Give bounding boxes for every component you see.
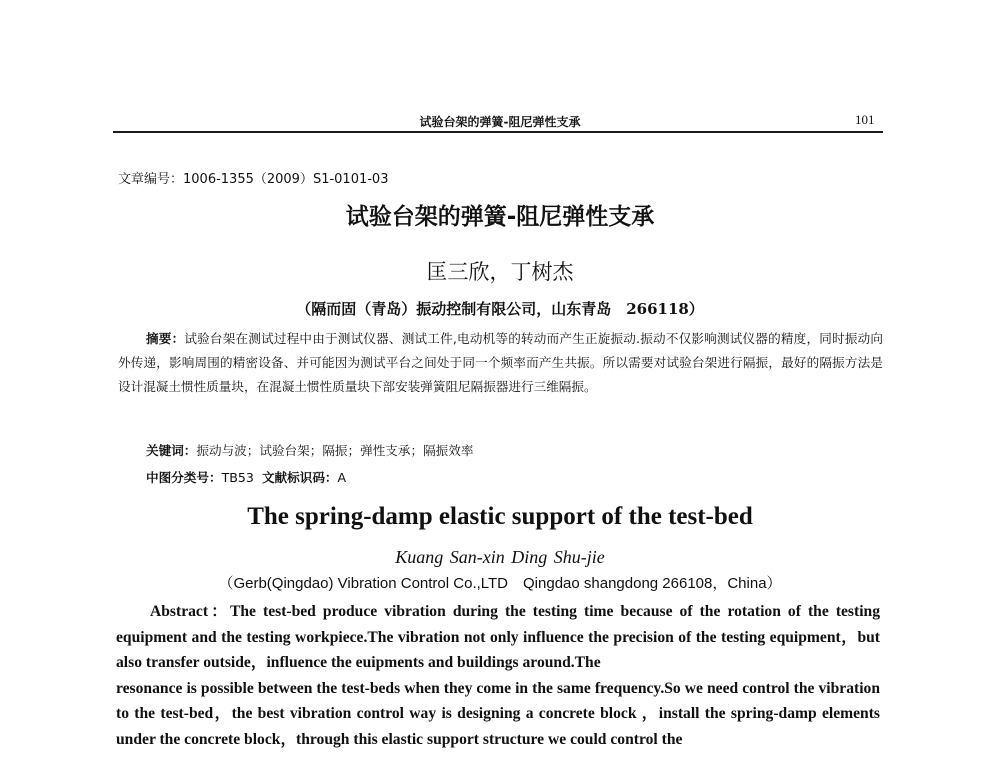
abstract-cn [118, 327, 883, 399]
title-cn: 试验台架的弹簧-阻尼弹性支承 [345, 204, 655, 230]
clc-value: TB53 [221, 470, 254, 485]
clc-label: 中图分类号： [146, 470, 222, 485]
abstract-en [116, 599, 880, 752]
affiliation-cn: （隔而固（青岛）振动控制有限公司，山东青岛 266118） [296, 300, 704, 318]
doc-code-value: A [337, 470, 347, 485]
running-header-title: 试验台架的弹簧-阻尼弹性支承 [419, 115, 581, 129]
abstract-cn-label: 摘要： [146, 331, 185, 346]
abstract-en-text-1: The test-bed produce vibration during the testing time because of the rotation of the testing equipment and the testing workpiece.The vibration not only influence the precision of the testing equipment，but also transfer outside，influence the euipments and buildings around.The [116, 603, 880, 671]
abstract-cn-text: 试验台架在测试过程中由于测试仪器、测试工件,电动机等的转动而产生正旋振动.振动不仅影响测试仪器的精度，同时振动向外传递，影响周围的精密设备、并可能因为测试平台之间处于同一个频率而产生共振。所以需要对试验台架进行隔振，最好的隔振方法是设计混凝土惯性质量块，在混凝土惯性质量块下部安装弹簧阻尼隔振器进行三维隔振。 [118, 331, 883, 394]
keywords-cn-text: 振动与波；试验台架；隔振；弹性支承；隔振效率 [196, 443, 474, 458]
authors-cn: 匡三欣，丁树杰 [426, 260, 574, 284]
doc-code-label: 文献标识码： [261, 470, 338, 485]
header-rule [113, 131, 883, 133]
page-number: 101 [855, 112, 875, 127]
affiliation-en: （Gerb(Qingdao) Vibration Control Co.,LTD Qingdao shangdong 266108，China） [218, 575, 782, 592]
keywords-cn [146, 440, 473, 459]
abstract-en-label: Abstract [150, 603, 209, 620]
keywords-cn-label: 关键词： [146, 443, 197, 458]
abstract-en-paragraph-2: resonance is possible between the test-beds when they come in the same frequency.So we need control the vibration to the test-bed，the best vibration control way is designing a concrete block ，install the spring-damp elements under the concrete block，through this elastic support structure we could control the [116, 679, 880, 748]
article-number: 文章编号：1006-1355（2009）S1-0101-03 [118, 172, 389, 187]
abstract-en-separator: ： [208, 603, 230, 620]
abstract-en-paragraph-1 [116, 599, 880, 676]
title-en: The spring-damp elastic support of the test-bed [247, 503, 753, 530]
authors-en: Kuang San-xin Ding Shu-jie [395, 547, 605, 567]
classification-line [146, 467, 346, 486]
